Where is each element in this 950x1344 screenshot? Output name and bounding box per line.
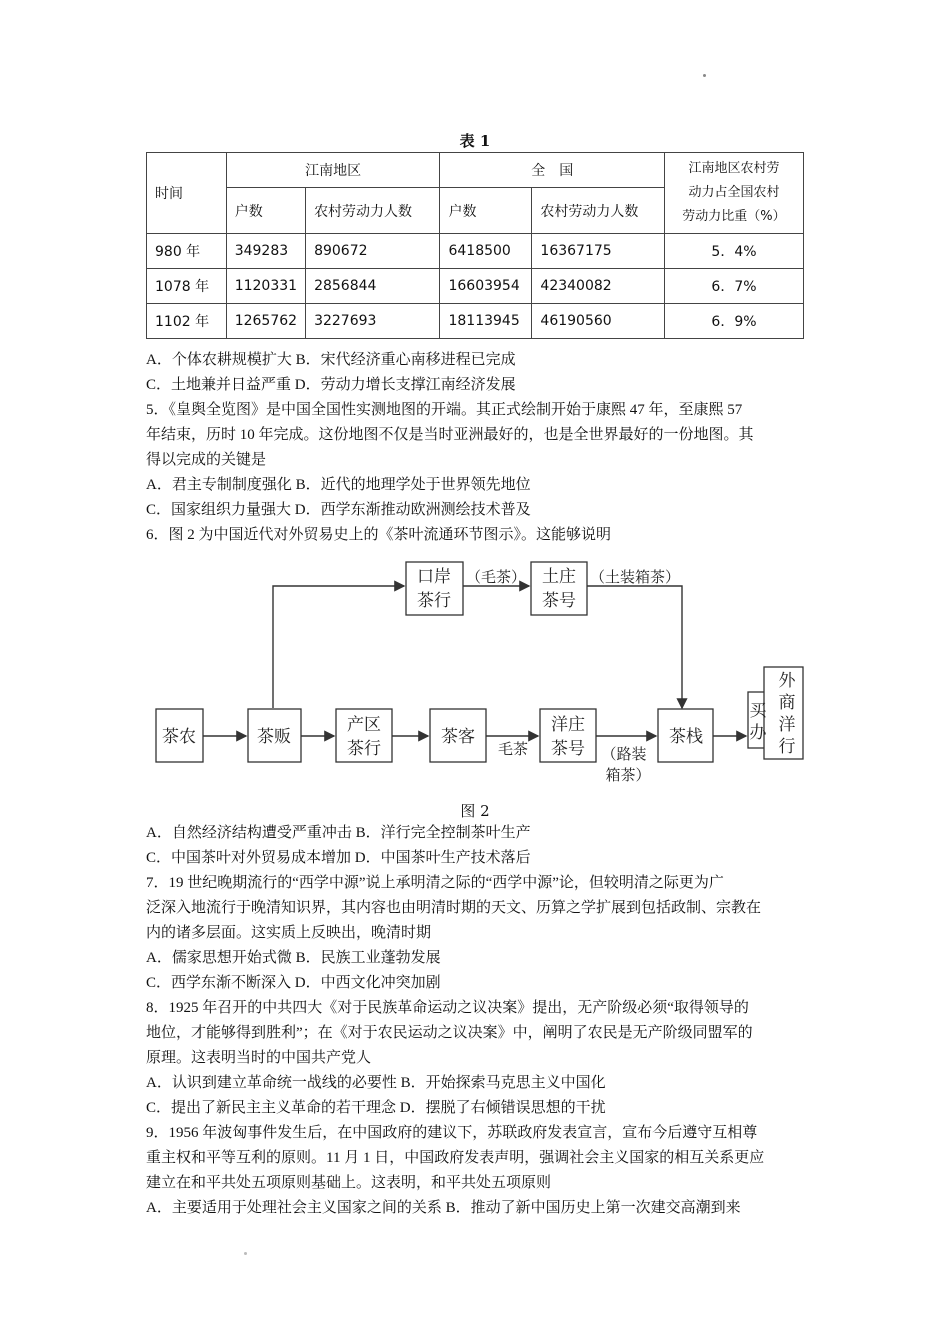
text-line: 原理。这表明当时的中国共产党人	[146, 1050, 372, 1066]
speck-mark	[703, 74, 706, 77]
cell-year: 1078 年	[147, 269, 227, 304]
text-line: C．西学东渐不断深入 D．中西文化冲突加剧	[146, 975, 441, 991]
speck-mark	[244, 1252, 247, 1255]
text-line: A．儒家思想开始式微 B．民族工业蓬勃发展	[146, 950, 441, 966]
cell-jn-labor: 890672	[306, 234, 440, 269]
node-comprador: 办	[749, 723, 767, 743]
text-line: 5．《皇舆全览图》是中国全国性实测地图的开端。其正式绘制开始于康熙 47 年，至康熙 57	[146, 402, 743, 418]
question-block-2	[146, 821, 806, 1221]
text-line: 地位，才能够得到胜利”；在《对于农民运动之议决案》中，阐明了农民是无产阶级同盟军的	[146, 1025, 753, 1041]
node-foreign-firm: 外	[778, 671, 796, 691]
text-line: A．主要适用于处理社会主义国家之间的关系 B．推动了新中国历史上第一次建交高潮到来	[146, 1200, 741, 1216]
header-nat-households: 户数	[440, 188, 532, 234]
cell-jn-households: 1120331	[226, 269, 305, 304]
header-jn-households: 户数	[226, 188, 305, 234]
arrow	[587, 586, 682, 708]
cell-nat-labor: 46190560	[532, 304, 665, 339]
node-foreign-tea-house: 洋庄	[551, 715, 585, 735]
header-ratio-line: 劳动力比重（%）	[682, 209, 786, 224]
node-foreign-firm: 商	[778, 693, 796, 713]
text-line: 泛深入地流行于晚清知识界，其内容也由明清时期的天文、历算之学扩展到包括政制、宗教在	[146, 900, 762, 916]
header-national: 全 国	[440, 153, 664, 188]
node-port-tea-firm: 口岸	[417, 567, 451, 587]
header-jn-labor: 农村劳动力人数	[306, 188, 440, 234]
cell-ratio: 5．4%	[664, 234, 803, 269]
text-line: 年结束，历时 10 年完成。这份地图不仅是当时亚洲最好的，也是全世界最好的一份地图。其	[146, 427, 754, 443]
label-road-boxed-tea: 箱茶）	[605, 766, 651, 784]
question-block-1	[146, 348, 806, 548]
label-road-boxed-tea: （路装	[601, 745, 647, 763]
cell-jn-households: 349283	[226, 234, 305, 269]
header-ratio-line: 江南地区农村劳	[688, 161, 780, 176]
text-line: C．提出了新民主主义革命的若干理念 D．摆脱了右倾错误思想的干扰	[146, 1100, 606, 1116]
arrow	[273, 586, 404, 708]
cell-nat-labor: 42340082	[532, 269, 665, 304]
cell-ratio: 6．9%	[664, 304, 803, 339]
node-foreign-tea-house: 茶号	[551, 739, 585, 759]
table-caption: 表 1	[459, 132, 491, 150]
text-line: 重主权和平等互利的原则。11 月 1 日，中国政府发表声明，强调社会主义国家的相互关系更应	[146, 1150, 765, 1166]
node-tea-merchant: 茶客	[441, 727, 475, 747]
header-ratio	[664, 153, 803, 234]
label-raw-tea: 毛茶	[497, 740, 529, 758]
cell-nat-households: 16603954	[440, 269, 532, 304]
text-line: 内的诸多层面。这实质上反映出，晚清时期	[146, 925, 432, 941]
cell-jn-labor: 2856844	[306, 269, 440, 304]
text-line: C．中国茶叶对外贸易成本增加 D．中国茶叶生产技术落后	[146, 850, 531, 866]
figure-caption: 图 2	[460, 802, 490, 820]
cell-nat-households: 6418500	[440, 234, 532, 269]
text-line: 得以完成的关键是	[146, 452, 267, 468]
text-line: 8．1925 年召开的中共四大《对于民族革命运动之议决案》提出，无产阶级必须“取得领导的	[146, 1000, 749, 1016]
text-line: C．国家组织力量强大 D．西学东渐推动欧洲测绘技术普及	[146, 502, 531, 518]
header-jiangnan: 江南地区	[226, 153, 440, 188]
header-time: 时间	[147, 153, 227, 234]
text-line: 9．1956 年波匈事件发生后，在中国政府的建议下，苏联政府发表宣言，宣布今后遵守互相尊	[146, 1125, 758, 1141]
text-line: A．君主专制制度强化 B．近代的地理学处于世界领先地位	[146, 477, 531, 493]
tea-flow-diagram	[146, 556, 810, 788]
table-row	[147, 269, 804, 304]
cell-jn-households: 1265762	[226, 304, 305, 339]
node-tea-farmer: 茶农	[162, 727, 196, 747]
cell-nat-labor: 16367175	[532, 234, 665, 269]
node-local-tea-house: 茶号	[542, 591, 576, 611]
text-line: C．土地兼并日益严重 D．劳动力增长支撑江南经济发展	[146, 377, 516, 393]
cell-year: 980 年	[147, 234, 227, 269]
header-ratio-line: 动力占全国农村	[688, 185, 780, 200]
node-local-tea-house: 土庄	[542, 567, 576, 587]
table-row	[147, 234, 804, 269]
label-local-boxed-tea: （土装箱茶）	[589, 568, 681, 586]
text-line: A．认识到建立革命统一战线的必要性 B．开始探索马克思主义中国化	[146, 1075, 606, 1091]
text-line: 建立在和平共处五项原则基础上。这表明，和平共处五项原则	[146, 1175, 552, 1191]
label-raw-tea-paren: （毛茶）	[465, 568, 527, 586]
header-nat-labor: 农村劳动力人数	[532, 188, 665, 234]
cell-jn-labor: 3227693	[306, 304, 440, 339]
node-foreign-firm: 洋	[778, 715, 796, 735]
text-line: 7．19 世纪晚期流行的“西学中源”说上承明清之际的“西学中源”论，但较明清之际更为广	[146, 875, 724, 891]
text-line: A．自然经济结构遭受严重冲击 B．洋行完全控制茶叶生产	[146, 825, 531, 841]
node-tea-peddler: 茶贩	[257, 727, 291, 747]
table-1	[146, 152, 804, 339]
cell-ratio: 6．7%	[664, 269, 803, 304]
text-line: A．个体农耕规模扩大 B．宋代经济重心南移进程已完成	[146, 352, 516, 368]
node-comprador: 买	[749, 701, 767, 721]
node-origin-tea-firm: 茶行	[347, 739, 381, 759]
node-port-tea-firm: 茶行	[417, 591, 451, 611]
cell-nat-households: 18113945	[440, 304, 532, 339]
text-line: 6．图 2 为中国近代对外贸易史上的《茶叶流通环节图示》。这能够说明	[146, 527, 612, 543]
cell-year: 1102 年	[147, 304, 227, 339]
node-origin-tea-firm: 产区	[347, 715, 381, 735]
node-tea-warehouse: 茶栈	[669, 727, 703, 747]
table-row	[147, 304, 804, 339]
node-foreign-firm: 行	[778, 737, 796, 757]
